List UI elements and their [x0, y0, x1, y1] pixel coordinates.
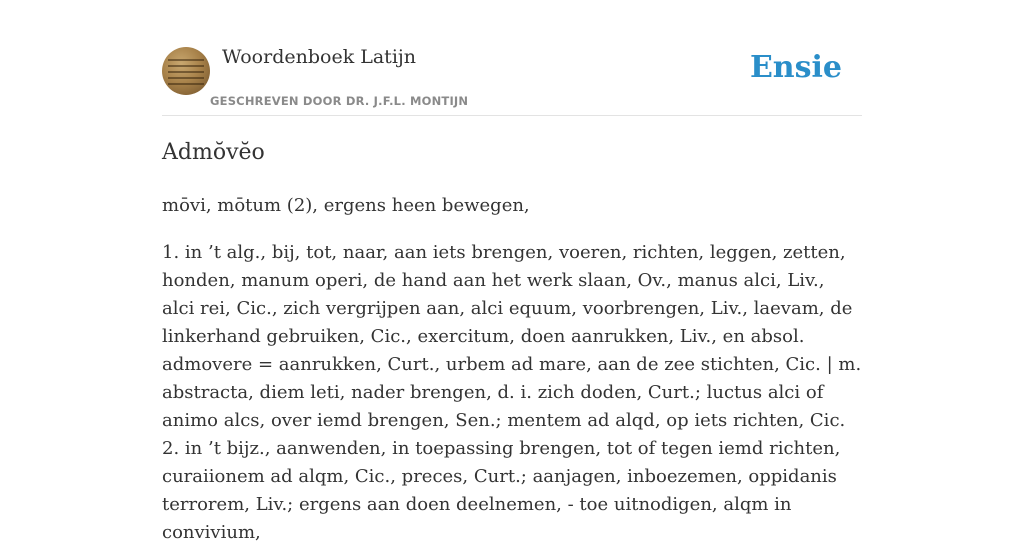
entry-definition [162, 239, 862, 547]
source-title[interactable]: Woordenboek Latijn [222, 46, 417, 68]
page [162, 0, 862, 543]
sense-1: 1. in ’t alg., bij, tot, naar, aan iets brengen, voeren, richten, leggen, zetten, honden, manum operi, de hand aan het werk slaan, Ov., manus alci, Liv., alci rei, Cic., zich vergrijpen aan, alci equum, voorbrengen, Liv., laevam, de linkerhand gebruiken, Cic., exercitum, doen aanrukken, Liv., en absol. admovere = aanrukken, Curt., urbem ad mare, aan de zee stichten, Cic. | m. abstracta, diem leti, nader brengen, d. i. zich doden, Curt.; luctus alci of animo alcs, over iemd brengen, Sen.; mentem ad alqd, op iets richten, Cic. [162, 242, 862, 431]
source-avatar[interactable] [162, 47, 210, 95]
source-header [162, 0, 862, 116]
brand-logo[interactable]: Ensie [749, 50, 842, 85]
sense-2: 2. in ’t bijz., aanwenden, in toepassing brengen, tot of tegen iemd richten, curaiionem ad alqm, Cic., preces, Curt.; aanjagen, inboezemen, oppidanis terrorem, Liv.; ergens aan doen deelnemen, - toe uitnodigen, alqm in convivium, [162, 438, 841, 543]
entry-forms: mōvi, mōtum (2), ergens heen bewegen, [162, 195, 530, 216]
entry-title: Admŏvĕo [162, 140, 265, 165]
author-byline: GESCHREVEN DOOR DR. J.F.L. MONTIJN [210, 94, 469, 108]
bronze-inscription-icon [168, 59, 204, 61]
